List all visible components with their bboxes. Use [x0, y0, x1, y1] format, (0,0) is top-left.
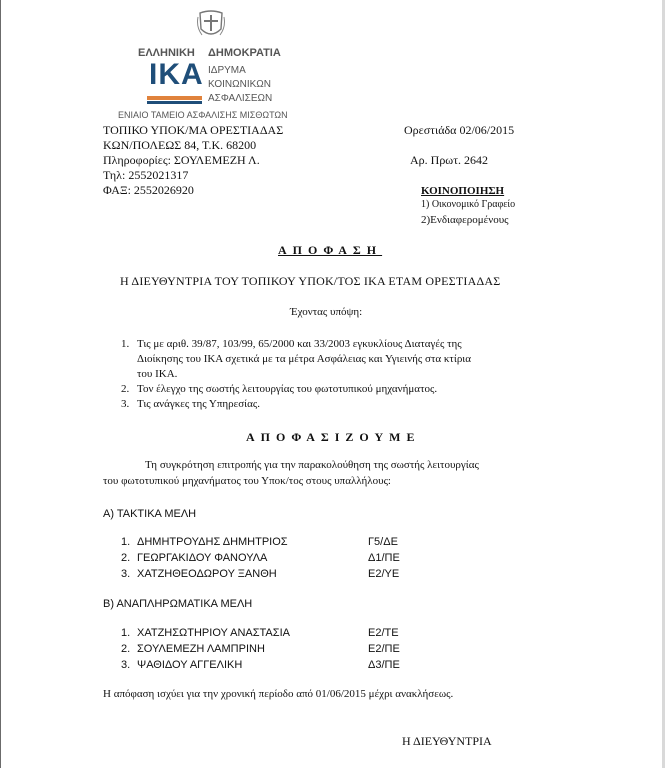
list-item-number: 2. — [121, 383, 130, 395]
decide-title: ΑΠΟΦΑΣΙΖΟΥΜΕ — [246, 430, 421, 444]
list-item-line: Τον έλεγχο της σωστής λειτουργίας του φωτοτυπικού μηχανήματος. — [137, 383, 438, 395]
sender-office: ΤΟΠΙΚΟ ΥΠΟΚ/ΜΑ ΟΡΕΣΤΙΑΔΑΣ — [103, 123, 284, 137]
list-item-line: Τις ανάγκες της Υπηρεσίας. — [137, 398, 261, 410]
list-item-text — [137, 337, 471, 382]
member-name: ΨΑΘΙΔΟΥ ΑΓΓΕΛΙΚΗ — [137, 659, 243, 671]
member-number: 3. — [121, 659, 131, 671]
protocol-number: Αρ. Πρωτ. 2642 — [410, 153, 489, 167]
cc-item: 1) Οικονομικό Γραφείο — [421, 199, 516, 210]
member-grade: Γ5/ΔΕ — [368, 536, 398, 548]
list-item-line: του ΙΚΑ. — [137, 368, 178, 380]
member-grade: Δ3/ΠΕ — [368, 659, 400, 671]
member-number: 2. — [121, 552, 131, 564]
org-subtitle: ΕΝΙΑΙΟ ΤΑΜΕΙΟ ΑΣΦΑΛΙΣΗΣ ΜΙΣΘΩΤΩΝ — [118, 110, 288, 120]
sender-phone: Τηλ: 2552021317 — [103, 168, 189, 182]
sender-contact: Πληροφορίες: ΣΟΥΛΕΜΕΖΗ Λ. — [103, 153, 260, 167]
considering-label: Έχοντας υπόψη: — [290, 306, 363, 318]
member-number: 2. — [121, 643, 131, 655]
member-number: 3. — [121, 568, 131, 580]
ika-logo — [147, 58, 204, 106]
member-name: ΣΟΥΛΕΜΕΖΗ ΛΑΜΠΡΙΝΗ — [137, 643, 265, 655]
decision-line: του φωτοτυπικού μηχανήματος του Υποκ/τος στους υπαλλήλους: — [103, 475, 391, 487]
list-item-number: 1. — [121, 338, 130, 350]
list-item-number: 3. — [121, 398, 130, 410]
director-heading: Η ΔΙΕΥΘΥΝΤΡΙΑ ΤΟΥ ΤΟΠΙΚΟΥ ΥΠΟΚ/ΤΟΣ ΙΚΑ ΕΤΑΜ ΟΡΕΣΤΙΑΔΑΣ — [120, 274, 501, 288]
list-item-line: Διοίκησης του ΙΚΑ σχετικά με τα μέτρα Ασφάλειας και Υγιεινής στα κτίρια — [137, 353, 472, 365]
org-name-left: ΕΛΛΗΝΙΚΗ — [138, 47, 195, 59]
document-date: Ορεστιάδα 02/06/2015 — [404, 123, 515, 137]
sender-block — [103, 123, 283, 198]
member-number: 1. — [121, 536, 131, 548]
org-full-name — [208, 64, 272, 106]
sender-fax: ΦΑΞ: 2552026920 — [103, 183, 194, 197]
member-grade: Ε2/ΠΕ — [368, 643, 400, 655]
org-name-line-3: ΑΣΦΑΛΙΣΕΩΝ — [208, 93, 273, 104]
org-name-right: ΔΗΜΟΚΡΑΤΙΑ — [208, 47, 281, 59]
page-left-border — [0, 0, 1, 768]
cc-title: ΚΟΙΝΟΠΟΙΗΣΗ — [421, 185, 505, 197]
logo-bar-blue — [147, 101, 202, 104]
regular-members-title: Α) ΤΑΚΤΙΚΑ ΜΕΛΗ — [103, 508, 197, 520]
cc-item: 2)Ενδιαφερομένους — [421, 214, 509, 226]
member-grade: Ε2/ΥΕ — [368, 568, 400, 580]
member-name: ΧΑΤΖΗΣΩΤΗΡΙΟΥ ΑΝΑΣΤΑΣΙΑ — [137, 627, 290, 639]
sender-address: ΚΩΝ/ΠΟΛΕΩΣ 84, Τ.Κ. 68200 — [103, 138, 257, 152]
member-grade: Δ1/ΠΕ — [368, 552, 400, 564]
greek-coat-of-arms-icon — [196, 9, 226, 41]
alternate-members-title: Β) ΑΝΑΠΛΗΡΩΜΑΤΙΚΑ ΜΕΛΗ — [103, 598, 253, 610]
logo-bar-orange — [147, 96, 202, 100]
decision-title: ΑΠΟΦΑΣΗ — [278, 243, 383, 257]
member-name: ΔΗΜΗΤΡΟΥΔΗΣ ΔΗΜΗΤΡΙΟΣ — [137, 536, 288, 548]
signature-title: Η ΔΙΕΥΘΥΝΤΡΙΑ — [402, 734, 492, 748]
list-item-line: Τις με αριθ. 39/87, 103/99, 65/2000 και 33/2003 εγκυκλίους Διαταγές της — [137, 338, 462, 350]
member-number: 1. — [121, 627, 131, 639]
ika-logo-text: ΙΚΑ — [149, 58, 204, 91]
org-name-line-2: ΚΟΙΝΩΝΙΚΩΝ — [208, 79, 271, 90]
member-grade: Ε2/ΤΕ — [368, 627, 399, 639]
member-name: ΓΕΩΡΓΑΚΙΔΟΥ ΦΑΝΟΥΛΑ — [137, 552, 268, 564]
decision-line: Τη συγκρότηση επιτροπής για την παρακολούθηση της σωστής λειτουργίας — [145, 459, 479, 471]
member-name: ΧΑΤΖΗΘΕΟΔΩΡΟΥ ΞΑΝΘΗ — [137, 568, 277, 580]
org-name-line-1: ΙΔΡΥΜΑ — [208, 65, 246, 76]
validity-statement: Η απόφαση ισχύει για την χρονική περίοδο από 01/06/2015 μέχρι ανακλήσεως. — [103, 688, 454, 700]
